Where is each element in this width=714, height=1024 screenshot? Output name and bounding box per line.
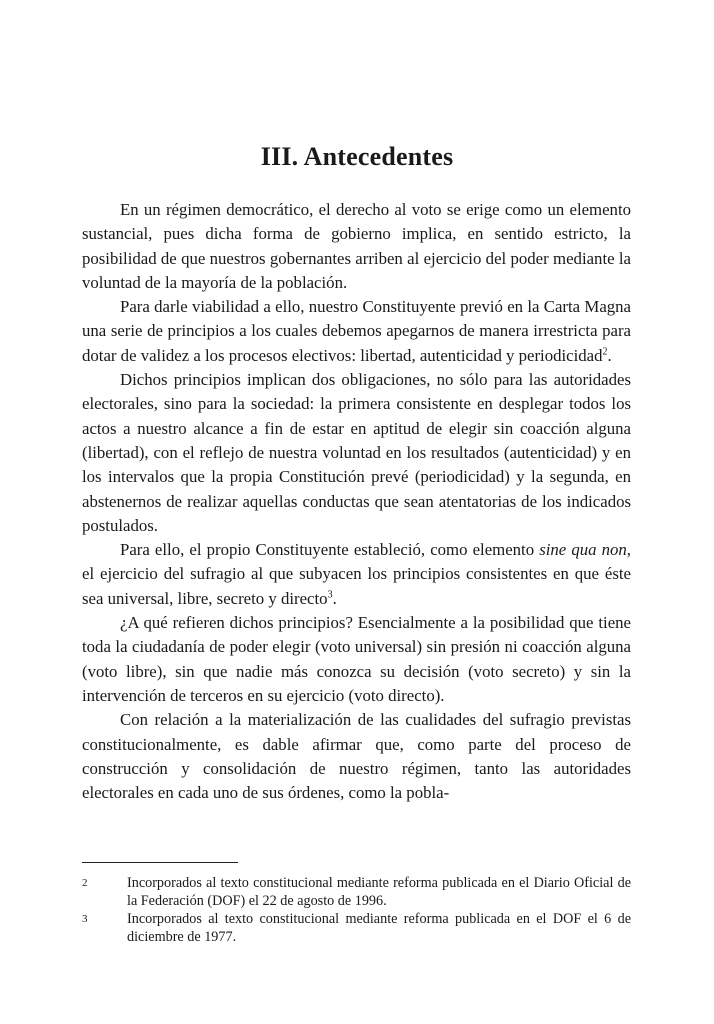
paragraph-6-text: Con relación a la materialización de las cualidades del sufragio previstas constitucionalmente, es dable afirmar que, como parte del proceso de construcción y consolidación de nuestro régimen, tanto las autoridades electorales en cada uno de sus órdenes, como la pobla-	[82, 710, 631, 803]
footnotes	[82, 874, 631, 946]
paragraph-4	[82, 538, 631, 611]
paragraph-4-text-before: Para ello, el propio Constituyente estableció, como elemento	[120, 540, 540, 560]
footnote-text: Incorporados al texto constitucional mediante reforma publicada en el Diario Oficial de la Federación (DOF) el 22 de agosto de 1996.	[127, 875, 631, 909]
paragraph-4-italic: sine qua non	[539, 540, 627, 560]
paragraph-4-tail: .	[332, 588, 337, 608]
paragraph-1	[82, 198, 631, 295]
body-text	[82, 198, 631, 805]
chapter-title: III. Antecedentes	[260, 142, 454, 172]
footnote-ref-2[interactable]: 2	[602, 346, 608, 358]
footnote-text: Incorporados al texto constitucional mediante reforma publicada en el DOF el 6 de diciembre de 1977.	[127, 911, 631, 945]
footnote-divider	[82, 862, 238, 863]
paragraph-4-text-after: , el ejercicio del sufragio al que subyacen los principios consistentes en que éste sea universal, libre, secreto y directo	[82, 540, 631, 608]
paragraph-1-text: En un régimen democrático, el derecho al voto se erige como un elemento sustancial, pues dicha forma de gobierno implica, en sentido estricto, la posibilidad de que nuestros gobernantes arriben al ejercicio del poder mediante la voluntad de la mayoría de la población.	[82, 200, 631, 292]
paragraph-6	[82, 708, 631, 805]
paragraph-3-text: Dichos principios implican dos obligaciones, no sólo para las autoridades electorales, sino para la sociedad: la primera consistente en desplegar todos los actos a nuestro alcance a fin de estar en aptitud de elegir sin coacción alguna (libertad), con el reflejo de nuestra voluntad en los resultados (autenticidad) y en los intervalos que la propia Constitución prevé (periodicidad) y la segunda, en abstenernos de realizar aquellas conductas que sean atentatorias de los indicados postulados.	[82, 370, 631, 535]
footnote-number: 3	[82, 913, 88, 925]
paragraph-2-tail: .	[607, 345, 612, 365]
paragraph-2	[82, 295, 631, 368]
footnote-3	[82, 910, 631, 946]
footnote-number: 2	[82, 877, 88, 889]
paragraph-2-text: Para darle viabilidad a ello, nuestro Constituyente previó en la Carta Magna una serie de principios a los cuales debemos apegarnos de manera irrestricta para dotar de validez a los procesos electivos: libertad, autenticidad y periodicidad	[82, 297, 631, 365]
paragraph-3	[82, 368, 631, 538]
footnote-2	[82, 874, 631, 910]
paragraph-5-text: ¿A qué refieren dichos principios? Esencialmente a la posibilidad que tiene toda la ciudadanía de poder elegir (voto universal) sin presión ni coacción alguna (voto libre), sin que nadie más conozca su decisión (voto secreto) y sin la intervención de terceros en su ejercicio (voto directo).	[82, 613, 631, 705]
paragraph-5	[82, 611, 631, 708]
footnote-ref-3[interactable]: 3	[327, 589, 333, 601]
